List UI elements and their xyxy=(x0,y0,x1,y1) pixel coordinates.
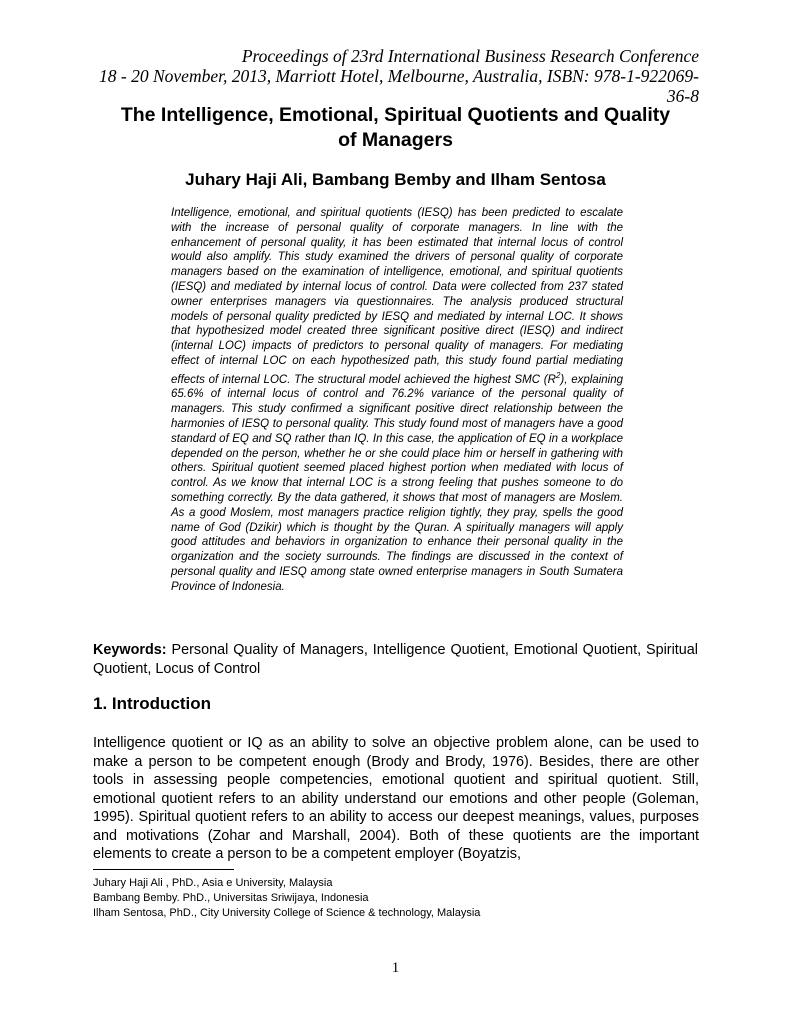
keywords xyxy=(93,641,698,679)
conference-header-line-2: 18 - 20 November, 2013, Marriott Hotel, Melbourne, Australia, ISBN: 978-1-922069-36-8 xyxy=(99,66,699,106)
conference-header-line-1: Proceedings of 23rd International Business Research Conference xyxy=(241,46,699,66)
authors: Juhary Haji Ali, Bambang Bemby and Ilham Sentosa xyxy=(185,170,606,189)
footnote-author-3: Ilham Sentosa, PhD., City University College of Science & technology, Malaysia xyxy=(93,907,481,919)
paper-title-line-1: The Intelligence, Emotional, Spiritual Quotients and Quality xyxy=(120,104,671,126)
abstract-text-part-1: Intelligence, emotional, and spiritual quotients (IESQ) has been predicted to escalate with the increase of personal quality of corporate managers. In line with the enhancement of personal quality, it has been estimated that internal locus of control would also amplify. This study examined the drivers of personal quality of corporate managers based on the examination of intelligence, emotional, and spiritual quotients (IESQ) and mediated by internal locus of control. Data were collected from 237 stated owner enterprises managers via questionnaires. The analysis produced structural models of personal quality predicted by IESQ and mediated by internal LOC. It shows that hypothesized model created three significant positive direct (IESQ) and indirect (internal LOC) impacts of predictors to personal quality of managers. For mediating effect of internal LOC on each hypothesized path, this study found partial mediating effects of internal LOC. The structural model achieved the highest SMC (R xyxy=(171,207,623,386)
footnote-author-1: Juhary Haji Ali , PhD., Asia e University, Malaysia xyxy=(93,877,333,889)
page-number: 1 xyxy=(391,960,400,976)
abstract-superscript: 2 xyxy=(555,370,561,380)
paper-title xyxy=(70,103,721,153)
abstract xyxy=(171,206,623,595)
footnote-author-2: Bambang Bemby. PhD., Universitas Sriwijaya, Indonesia xyxy=(93,892,369,904)
keywords-label: Keywords: xyxy=(93,642,167,658)
section-heading-introduction: 1. Introduction xyxy=(93,694,212,713)
conference-header xyxy=(79,46,699,106)
footnotes xyxy=(93,876,693,921)
footnote-divider xyxy=(93,869,234,870)
introduction-paragraph: Intelligence quotient or IQ as an ability to solve an objective problem alone, can be used to make a person to be competent enough (Brody and Brody, 1976). Besides, there are other tools in assessing people competencies, emotional quotient and spiritual quotient. Still, emotional quotient refers to an ability understand our emotions and other people (Goleman, 1995). Spiritual quotient refers to an ability to access our deepest meanings, values, purposes and motivations (Zohar and Marshall, 2004). Both of these quotients are the important elements to create a person to be a competent employer (Boyatzis, xyxy=(93,735,699,862)
paper-title-line-2: of Managers xyxy=(338,129,453,151)
abstract-text-part-2: ), explaining 65.6% of internal locus of control and 76.2% variance of the personal quality of managers. This study confirmed a significant positive direct relationship between the harmonies of IESQ to personal quality. This study found most of managers have a good standard of EQ and SQ rather than IQ. In this case, the application of EQ in a workplace depended on the person, whether he or she could place him or herself in gathering with others. Spiritual quotient seemed placed highest portion when mediated with locus of control. As we know that internal LOC is a strong feeling that pushes someone to do something correctly. By the data gathered, it shows that most of managers are Moslem. As a good Moslem, most managers practice religion tightly, they pray, spells the good name of God (Dzikir) which is thought by the Quran. A spiritually managers will apply good attitudes and behaviors in organization to enhance their personal quality in the organization and the society surrounds. The findings are discussed in the context of personal quality and IESQ among state owned enterprise managers in South Sumatera Province of Indonesia. xyxy=(171,373,623,593)
keywords-text: Personal Quality of Managers, Intelligence Quotient, Emotional Quotient, Spiritual Quotient, Locus of Control xyxy=(93,642,698,677)
